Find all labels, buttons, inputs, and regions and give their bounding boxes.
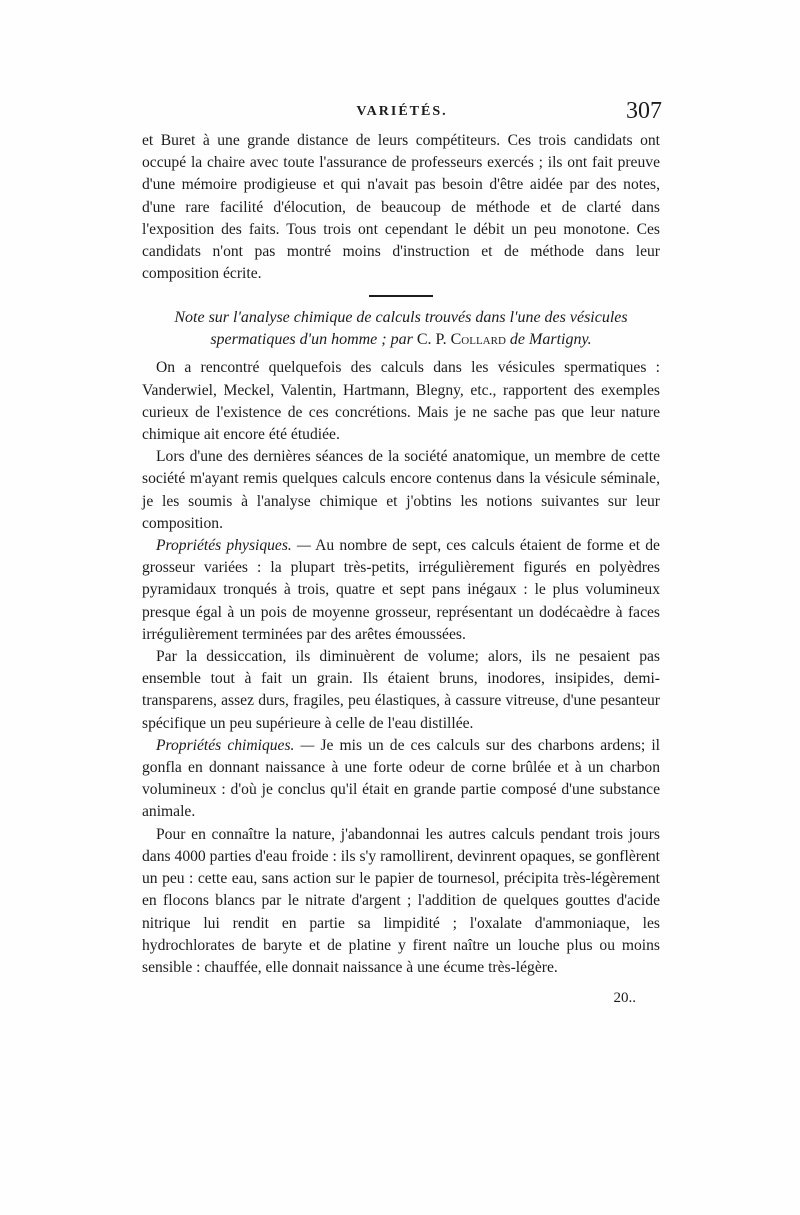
page-number: 307 bbox=[626, 98, 662, 124]
note-title-text: Note sur l'analyse chimique de calculs trouvés dans l'une des vésicules spermatiques d'un homme ; par bbox=[174, 309, 628, 349]
chemical-properties-text: Je mis un de ces calculs sur des charbons ardens; il gonfla en donnant naissance à une forte odeur de corne brûlée et à un charbon volumineux : d'où je conclus qu'il était en grande partie composé d'une substance animale. bbox=[142, 736, 660, 821]
note-title bbox=[142, 307, 660, 351]
running-title: VARIÉTÉS. bbox=[356, 104, 448, 119]
page-body bbox=[142, 130, 660, 1009]
paragraph-origin: Lors d'une des dernières séances de la société anatomique, un membre de cette société m'ayant remis quelques calculs encore contenus dans la vésicule séminale, je les soumis à l'analyse chimique et j'obtins les notions suivantes sur leur composition. bbox=[142, 448, 660, 532]
paragraph-desiccation: Par la dessiccation, ils diminuèrent de volume; alors, ils ne pesaient pas ensemble tout à fait un grain. Ils étaient bruns, inodores, insipides, demi-transparens, assez durs, fragiles, peu élastiques, à cassure vitreuse, d'une pesanteur spécifique un peu supérieure à celle de l'eau distillée. bbox=[142, 648, 660, 732]
paragraph-physical-properties bbox=[142, 535, 660, 646]
paragraph-intro: On a rencontré quelquefois des calculs dans les vésicules spermatiques : Vanderwiel, Meckel, Valentin, Hartmann, Blegny, etc., rapportent des exemples curieux de l'existence de ces concrétions. Mais je ne sache pas que leur nature chimique ait encore été étudiée. bbox=[142, 359, 660, 444]
paragraph-analysis: Pour en connaître la nature, j'abandonnai les autres calculs pendant trois jours dans 4000 parties d'eau froide : ils s'y ramollirent, devinrent opaques, se gonflèrent un peu : cette eau, sans action sur le papier de tournesol, précipita très-légèrement en flocons blancs par le nitrate d'argent ; l'addition de quelques gouttes d'acide nitrique lui rendit en partie sa limpidité ; l'oxalate d'ammoniaque, les hydrochlorates de baryte et de platine y firent naître un louche plus ou moins sensible : chauffée, elle donnait naissance à une écume très-légère. bbox=[142, 825, 660, 976]
paragraph-chemical-properties bbox=[142, 735, 660, 824]
note-author bbox=[417, 331, 506, 348]
author-suffix: de Martigny. bbox=[509, 331, 592, 349]
page-header bbox=[142, 98, 662, 130]
physical-properties-text: Au nombre de sept, ces calculs étaient de forme et de grosseur variées : la plupart très-petits, irrégulièrement figurés en polyèdres pyramidaux tronqués à trois, quatre et sept pans inégaux : le plus volumineux presque égal à un pois de moyenne grosseur, représentant un dodécaèdre à faces irrégulièrement terminées par des arêtes émoussées. bbox=[142, 537, 660, 643]
author-name: C. P. Collard bbox=[416, 331, 506, 349]
paragraph-continuation: et Buret à une grande distance de leurs compétiteurs. Ces trois candidats ont occupé la chaire avec toute l'assurance de professeurs exercés ; ils ont fait preuve d'une mémoire prodigieuse et qui n'avait pas besoin d'être aidée par des notes, d'une rare facilité d'élocution, de beaucoup de méthode et de clarté dans l'exposition des faits. Tous trois ont cependant le débit un peu monotone. Ces candidats n'ont pas montré moins d'instruction et de méthode dans leur composition écrite. bbox=[142, 132, 660, 283]
section-divider bbox=[369, 295, 433, 297]
signature-mark: 20.. bbox=[613, 990, 636, 1007]
physical-properties-heading: Propriétés physiques. — bbox=[156, 537, 311, 555]
chemical-properties-heading: Propriétés chimiques. — bbox=[156, 736, 315, 754]
